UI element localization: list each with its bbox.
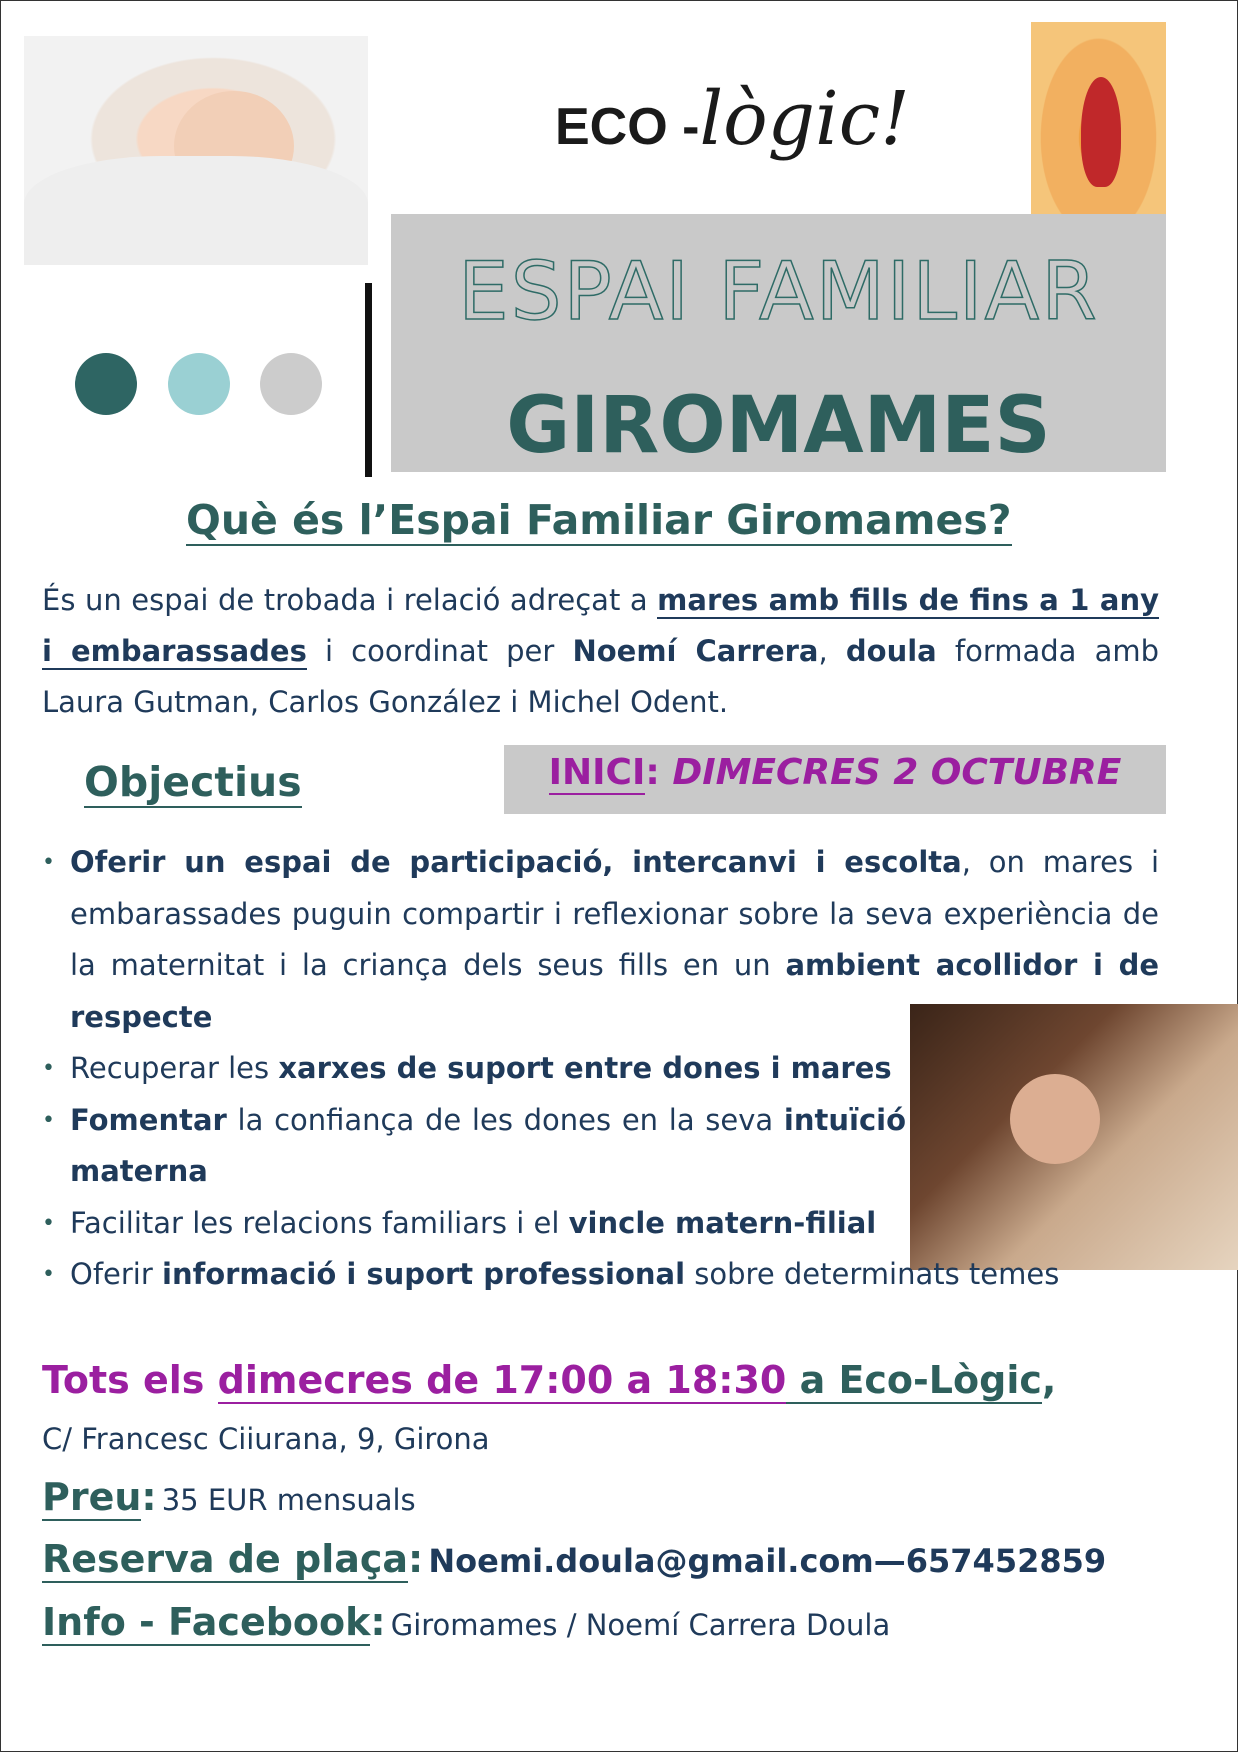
objective-item: • Facilitar les relacions familiars i el vincle matern-filial bbox=[42, 1198, 1159, 1250]
address: C/ Francesc Ciiurana, 9, Girona bbox=[42, 1422, 490, 1456]
dark-teal-dot bbox=[75, 353, 137, 415]
objectives-heading: Objectius bbox=[84, 758, 302, 806]
objective-item: • Fomentar la confiança de les dones en la seva intuïció materna bbox=[42, 1095, 906, 1198]
eco-logic-logo: ECO -lògic! bbox=[555, 76, 910, 162]
schedule-line: Tots els dimecres de 17:00 a 18:30 a Eco-Lògic, bbox=[42, 1358, 1057, 1402]
baby-photo bbox=[24, 36, 368, 265]
title-espai-familiar: ESPAI FAMILIAR bbox=[458, 245, 1099, 338]
objective-item: • Recuperar les xarxes de suport entre dones i mares bbox=[42, 1043, 906, 1095]
objectives-list bbox=[42, 837, 1159, 1301]
info-row: Info - Facebook: Giromames / Noemí Carrera Doula bbox=[42, 1600, 891, 1644]
objective-item: • Oferir informació i suport professional sobre determinats temes bbox=[42, 1249, 1159, 1301]
start-date: INICI: DIMECRES 2 OCTUBRE bbox=[548, 752, 1122, 793]
gray-dot bbox=[260, 353, 322, 415]
booking-contact[interactable]: Noemi.doula@gmail.com—657452859 bbox=[428, 1542, 1107, 1580]
title-giromames: GIROMAMES bbox=[506, 381, 1051, 471]
price-value: 35 EUR mensuals bbox=[161, 1483, 416, 1517]
price-row: Preu: 35 EUR mensuals bbox=[42, 1475, 416, 1519]
booking-row: Reserva de plaça: Noemi.doula@gmail.com—657452859 bbox=[42, 1537, 1107, 1581]
intro-heading: Què és l’Espai Familiar Giromames? bbox=[186, 496, 1012, 544]
artwork-image bbox=[1031, 22, 1166, 215]
light-teal-dot bbox=[168, 353, 230, 415]
vertical-divider bbox=[365, 283, 372, 477]
objective-item: • Oferir un espai de participació, intercanvi i escolta, on mares i embarassades puguin compartir i reflexionar sobre la seva experiència de la maternitat i la criança dels seus fills en un ambient acollidor i de respecte bbox=[42, 837, 1159, 1043]
intro-paragraph: És un espai de trobada i relació adreçat a mares amb fills de fins a 1 any i embarassades i coordinat per Noemí Carrera, doula formada amb Laura Gutman, Carlos González i Michel Odent. bbox=[42, 583, 1160, 719]
facebook-value: Giromames / Noemí Carrera Doula bbox=[390, 1608, 891, 1642]
